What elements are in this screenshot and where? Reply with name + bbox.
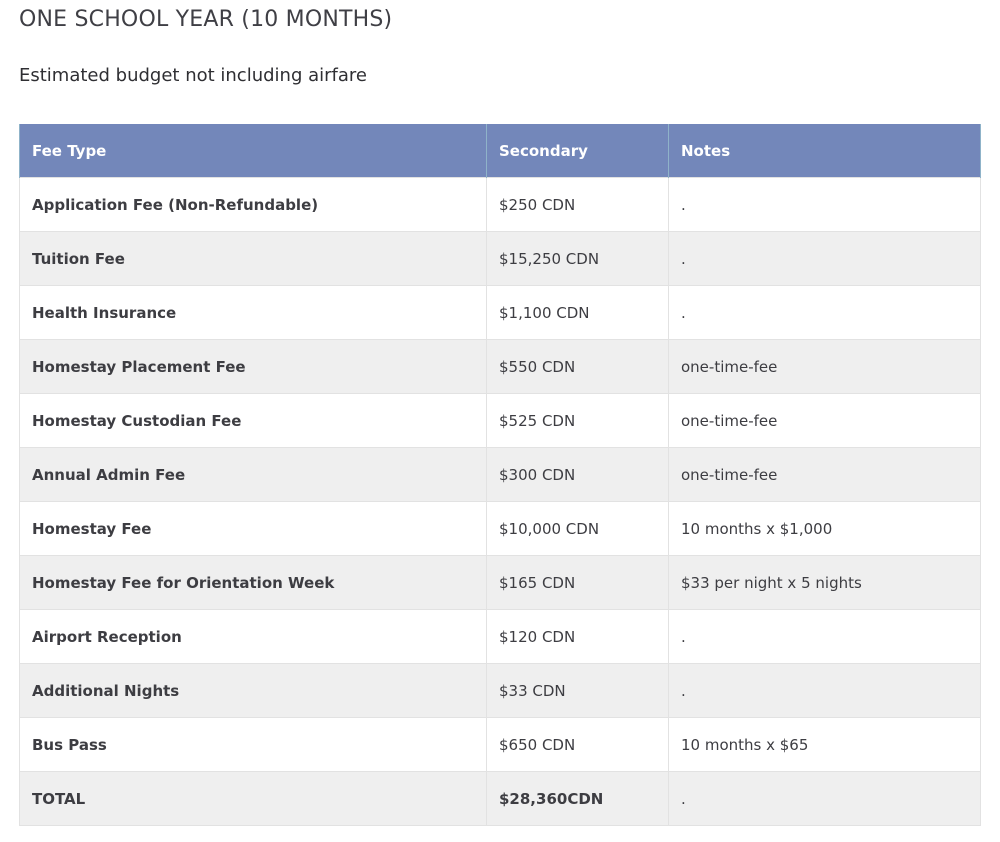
total-label-cell: TOTAL [20,772,487,826]
note-cell: . [669,286,981,340]
amount-cell: $1,100 CDN [487,286,669,340]
amount-cell: $120 CDN [487,610,669,664]
fee-type-cell: Health Insurance [20,286,487,340]
amount-cell: $300 CDN [487,448,669,502]
amount-cell: $165 CDN [487,556,669,610]
amount-cell: $525 CDN [487,394,669,448]
table-row [20,340,981,394]
fee-type-cell: Airport Reception [20,610,487,664]
fee-type-cell: Homestay Custodian Fee [20,394,487,448]
note-cell: . [669,232,981,286]
table-row [20,448,981,502]
page-subtitle: Estimated budget not including airfare [19,65,367,86]
note-cell: . [669,664,981,718]
amount-cell: $250 CDN [487,178,669,232]
table-row [20,556,981,610]
note-cell: . [669,178,981,232]
fee-type-cell: Tuition Fee [20,232,487,286]
amount-cell: $15,250 CDN [487,232,669,286]
fee-type-cell: Homestay Placement Fee [20,340,487,394]
fee-type-cell: Homestay Fee [20,502,487,556]
note-cell: . [669,610,981,664]
note-cell: one-time-fee [669,394,981,448]
fee-table [19,124,981,826]
amount-cell: $10,000 CDN [487,502,669,556]
note-cell: one-time-fee [669,340,981,394]
table-row [20,664,981,718]
note-cell: 10 months x $65 [669,718,981,772]
table-row [20,502,981,556]
header-secondary: Secondary [487,124,669,178]
fee-type-cell: Homestay Fee for Orientation Week [20,556,487,610]
table-row [20,232,981,286]
amount-cell: $33 CDN [487,664,669,718]
total-amount-cell: $28,360CDN [487,772,669,826]
amount-cell: $550 CDN [487,340,669,394]
fee-type-cell: Bus Pass [20,718,487,772]
table-row [20,178,981,232]
note-cell: . [669,772,981,826]
table-row [20,394,981,448]
amount-cell: $650 CDN [487,718,669,772]
header-fee-type: Fee Type [20,124,487,178]
fee-type-cell: Application Fee (Non-Refundable) [20,178,487,232]
fee-type-cell: Annual Admin Fee [20,448,487,502]
note-cell: $33 per night x 5 nights [669,556,981,610]
table-row [20,286,981,340]
total-row [20,772,981,826]
table-row [20,610,981,664]
header-notes: Notes [669,124,981,178]
note-cell: one-time-fee [669,448,981,502]
note-cell: 10 months x $1,000 [669,502,981,556]
table-row [20,718,981,772]
table-header-row [20,124,981,178]
page-title: ONE SCHOOL YEAR (10 MONTHS) [19,7,393,32]
fee-type-cell: Additional Nights [20,664,487,718]
